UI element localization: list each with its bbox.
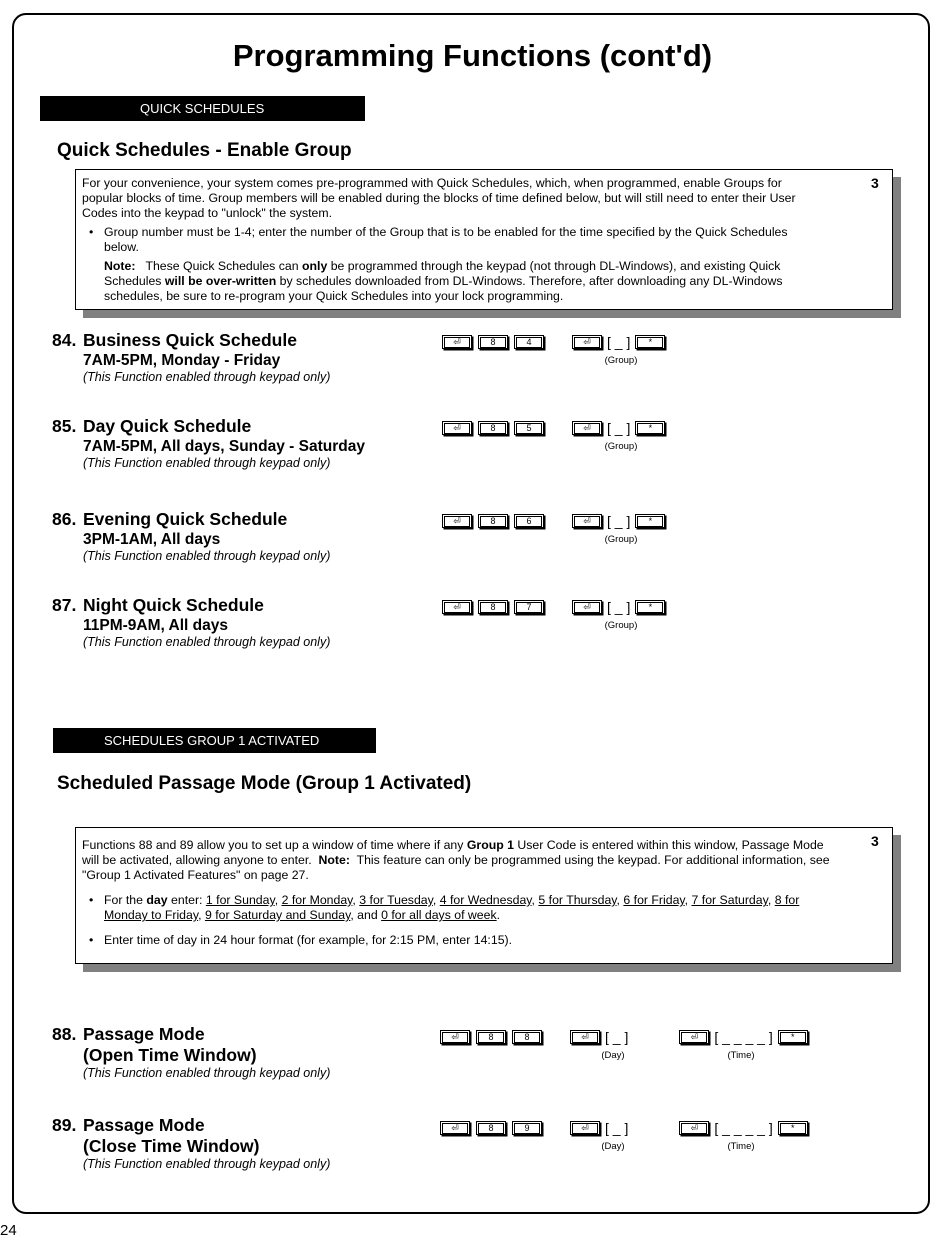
day-option: 2 for Monday (281, 893, 353, 907)
day-entry-slot: [ _ ] (605, 1029, 629, 1045)
function-name: Day Quick Schedule (83, 416, 252, 436)
digit-key: 8 (476, 1030, 506, 1044)
digit-key: 8 (478, 335, 508, 349)
function-window: (Open Time Window) (83, 1045, 257, 1065)
function-name: Passage Mode (83, 1115, 205, 1135)
group-caption: (Group) (604, 534, 638, 545)
function-title (52, 1115, 330, 1136)
day-option: 9 for Saturday and Sunday (204, 908, 351, 922)
passage-mode-heading: Scheduled Passage Mode (Group 1 Activated) (57, 773, 472, 794)
passage-info (75, 827, 901, 972)
keypad-sequence (440, 1120, 814, 1136)
function-note: (This Function enabled through keypad only) (83, 1066, 331, 1080)
star-key-icon: * (778, 1030, 808, 1044)
group-entry-slot: [ _ ] (607, 599, 631, 615)
page-number: 24 (0, 1222, 17, 1239)
passage-level-number: 3 (871, 833, 879, 849)
digit-key: 8 (478, 421, 508, 435)
function-note: (This Function enabled through keypad only) (83, 1157, 331, 1171)
quick-schedules-heading: Quick Schedules - Enable Group (57, 140, 352, 161)
day-caption: (Day) (601, 1050, 625, 1061)
enter-key-icon: ⏎ (572, 600, 602, 614)
function-title (52, 595, 330, 616)
function-name: Passage Mode (83, 1024, 205, 1044)
day-option: 6 for Friday (623, 893, 685, 907)
group-caption: (Group) (604, 441, 638, 452)
function-schedule: 11PM-9AM, All days (83, 617, 229, 634)
enter-key-icon: ⏎ (679, 1121, 709, 1135)
time-entry-slot: [ _ _ _ _ ] (714, 1029, 773, 1045)
day-caption: (Day) (601, 1141, 625, 1152)
function-85 (52, 416, 365, 471)
day-option: 5 for Thursday (538, 893, 617, 907)
group-entry-slot: [ _ ] (607, 420, 631, 436)
quick-info-bullet: • Group number must be 1-4; enter the number of the Group that is to be enabled for the time specified by the Quick Schedules below. (89, 225, 788, 254)
enter-key-icon: ⏎ (442, 421, 472, 435)
group-caption: (Group) (604, 355, 638, 366)
section-bar-quick-schedules: QUICK SCHEDULES (40, 96, 365, 121)
function-note: (This Function enabled through keypad only) (83, 635, 331, 649)
function-number: 86. (52, 509, 77, 529)
function-number: 87. (52, 595, 77, 615)
digit-key: 9 (512, 1121, 542, 1135)
enter-key-icon: ⏎ (440, 1121, 470, 1135)
enter-key-icon: ⏎ (570, 1121, 600, 1135)
enter-key-icon: ⏎ (442, 514, 472, 528)
function-name: Business Quick Schedule (83, 330, 297, 350)
function-number: 88. (52, 1024, 77, 1044)
quick-info-note: Note: These Quick Schedules can only be programmed through the keypad (not through DL-Windows), and existing Quick Schedules will be over-written by schedules downloaded from DL-Windows. Therefore, after downloading any DL-Windows schedules, be sure to re-program your Quick Schedules into your lock programming. (104, 259, 783, 303)
function-87 (52, 595, 330, 650)
function-note: (This Function enabled through keypad only) (83, 456, 331, 470)
passage-info-paragraph: Functions 88 and 89 allow you to set up a window of time where if any Group 1 User Code is entered within this window, Passage Mode will be activated, allowing anyone to enter. Note: This feature can only be programmed using the keypad. For additional information, see "Group 1 Activated Features" on page 27. (82, 838, 830, 882)
section-bar-schedules-group1: SCHEDULES GROUP 1 ACTIVATED (53, 728, 376, 753)
time-caption: (Time) (727, 1050, 755, 1061)
function-89 (52, 1115, 330, 1172)
keypad-sequence (442, 599, 671, 615)
star-key-icon: * (635, 335, 665, 349)
digit-key: 4 (514, 335, 544, 349)
digit-key: 5 (514, 421, 544, 435)
enter-key-icon: ⏎ (572, 514, 602, 528)
group-entry-slot: [ _ ] (607, 513, 631, 529)
time-caption: (Time) (727, 1141, 755, 1152)
enter-key-icon: ⏎ (442, 335, 472, 349)
function-title (52, 330, 330, 351)
star-key-icon: * (778, 1121, 808, 1135)
day-option: 4 for Wednesday (439, 893, 532, 907)
function-schedule: 7AM-5PM, All days, Sunday - Saturday (83, 438, 365, 455)
enter-key-icon: ⏎ (679, 1030, 709, 1044)
function-number: 85. (52, 416, 77, 436)
enter-key-icon: ⏎ (572, 335, 602, 349)
function-name: Evening Quick Schedule (83, 509, 288, 529)
star-key-icon: * (635, 600, 665, 614)
function-title (52, 416, 365, 437)
function-note: (This Function enabled through keypad only) (83, 549, 331, 563)
digit-key: 7 (514, 600, 544, 614)
star-key-icon: * (635, 514, 665, 528)
function-84 (52, 330, 330, 385)
function-88 (52, 1024, 330, 1081)
function-title (52, 509, 330, 530)
time-entry-slot: [ _ _ _ _ ] (714, 1120, 773, 1136)
digit-key: 8 (478, 600, 508, 614)
keypad-sequence (442, 513, 671, 529)
digit-key: 8 (476, 1121, 506, 1135)
function-name: Night Quick Schedule (83, 595, 264, 615)
day-option: 7 for Saturday (691, 893, 768, 907)
page-title: Programming Functions (cont'd) (232, 38, 713, 73)
keypad-sequence (442, 420, 671, 436)
function-window: (Close Time Window) (83, 1136, 260, 1156)
digit-key: 6 (514, 514, 544, 528)
keypad-sequence (440, 1029, 814, 1045)
function-note: (This Function enabled through keypad only) (83, 370, 331, 384)
enter-key-icon: ⏎ (570, 1030, 600, 1044)
function-number: 84. (52, 330, 77, 350)
star-key-icon: * (635, 421, 665, 435)
day-entry-slot: [ _ ] (605, 1120, 629, 1136)
function-86 (52, 509, 330, 564)
enter-key-icon: ⏎ (442, 600, 472, 614)
quick-schedules-info (75, 169, 901, 318)
enter-key-icon: ⏎ (572, 421, 602, 435)
digit-key: 8 (512, 1030, 542, 1044)
keypad-sequence (442, 334, 671, 350)
day-option: 8 for Monday to Friday (104, 893, 800, 922)
digit-key: 8 (478, 514, 508, 528)
passage-day-bullet: • For the day enter: 1 for Sunday, 2 for Monday, 3 for Tuesday, 4 for Wednesday, 5 for Thursday, 6 for Friday, 7 for Saturday, 8 for Monday to Friday, 9 for Saturday and Sunday, and 0 for all days of week. (89, 893, 800, 922)
passage-time-bullet: • Enter time of day in 24 hour format (for example, for 2:15 PM, enter 14:15). (89, 933, 513, 947)
day-option: 1 for Sunday (205, 893, 275, 907)
day-option: 3 for Tuesday (359, 893, 433, 907)
enter-key-icon: ⏎ (440, 1030, 470, 1044)
group-entry-slot: [ _ ] (607, 334, 631, 350)
quick-level-number: 3 (871, 175, 879, 191)
group-caption: (Group) (604, 620, 638, 631)
function-title (52, 1024, 330, 1045)
function-number: 89. (52, 1115, 77, 1135)
function-schedule: 7AM-5PM, Monday - Friday (83, 352, 281, 369)
function-schedule: 3PM-1AM, All days (83, 531, 221, 548)
quick-info-paragraph: For your convenience, your system comes pre-programmed with Quick Schedules, which, when programmed, enable Groups for popular blocks of time. Group members will be enabled during the blocks of time defined below, but will still need to enter their User Codes into the keypad to "unlock" the system. (82, 176, 796, 220)
